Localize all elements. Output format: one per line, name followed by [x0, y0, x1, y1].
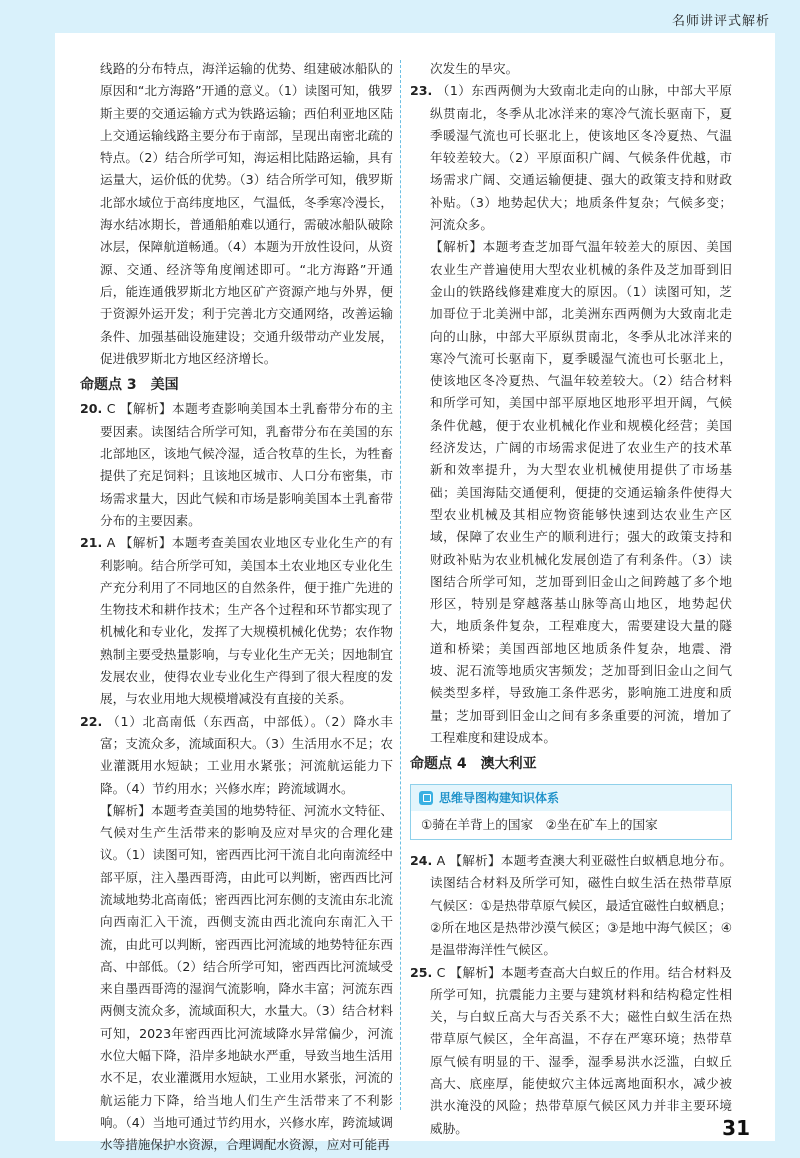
question-23-answer	[410, 80, 732, 236]
q25-text: C 【解析】本题考查高大白蚁丘的作用。结合材料及所学可知，抗震能力主要与建筑材料和结构稳定性相关，与白蚁丘高大与否关系不大；磁性白蚁生活在热带草原气候区，全年高温，不存在严寒环境；热带草原气候有明显的干、湿季，湿季易洪水泛滥，白蚁丘高大、底座厚，能使蚁穴主体远离地面积水，减少被洪水淹没的风险；热带草原气候区风力并非主要环境威胁。	[430, 964, 732, 1136]
q23-answer-text: （1）东西两侧为大致南北走向的山脉，中部大平原纵贯南北，冬季从北冰洋来的寒冷气流长驱南下，夏季暖湿气流也可长驱北上，使该地区冬冷夏热、气温年较差较大。（2）平原面积广阔、气候条件优越，市场需求广阔、交通运输便捷、强大的政策支持和财政补贴。（3）地势起伏大；地质条件复杂；气候多变；河流众多。	[430, 83, 732, 233]
section-title-usa: 命题点 3 美国	[80, 377, 179, 394]
right-continuation-paragraph: 次发生的旱灾。	[430, 61, 519, 76]
page-number: 31	[722, 1116, 750, 1140]
q22-answer-text: （1）北高南低（东西高，中部低）。（2）降水丰富；支流众多，流域面积大。（3）生活用水不足；农业灌溉用水短缺；工业用水紧张；河流航运能力下降。（4）节约用水；兴修水库；跨流域调水。	[100, 713, 393, 796]
mindmap-content: ①骑在羊背上的国家 ②坐在矿车上的国家	[421, 816, 658, 832]
q24-text: A 【解析】本题考查澳大利亚磁性白蚁栖息地分布。读图结合材料及所学可知，磁性白蚁生活在热带草原气候区：①是热带草原气候区，最适宜磁性白蚁栖息；②所在地区是热带沙漠气候区；③是地中海气候区；④是温带海洋性气候区。	[430, 853, 732, 958]
q24-number: 24.	[410, 853, 433, 869]
mindmap-header	[411, 785, 731, 811]
question-22-answer	[80, 711, 393, 800]
question-24	[410, 850, 732, 961]
question-21	[80, 532, 393, 710]
q20-number: 20.	[80, 401, 103, 417]
q23-number: 23.	[410, 83, 433, 99]
right-column	[410, 58, 732, 1140]
left-column	[80, 58, 393, 1157]
mindmap-title: 思维导图构建知识体系	[439, 790, 560, 805]
mindmap-box	[410, 784, 732, 841]
section-title-australia: 命题点 4 澳大利亚	[410, 756, 537, 773]
q21-number: 21.	[80, 535, 103, 551]
left-continuation-paragraph: 线路的分布特点，海洋运输的优势、组建破冰船队的原因和“北方海路”开通的意义。（1）读图可知，俄罗斯主要的交通运输方式为铁路运输；西伯利亚地区陆上交通运输线路主要分布于南部，呈现出南密北疏的特点。（2）结合所学可知，海运相比陆路运输，具有运量大，运价低的优势。（3）结合所学可知，俄罗斯北部水域位于高纬度地区，气温低，冬季寒冷漫长，海水结冰期长，普通船舶难以通行，需破冰船队破除冰层，保障航道畅通。（4）本题为开放性设问，从资源、交通、经济等角度阐述即可。“北方海路”开通后，能连通俄罗斯北方地区矿产资源产地与外界，便于资源外运开发；利于完善北方交通网络，改善运输条件、加强基础设施建设；交通升级带动产业发展，促进俄罗斯北方地区经济增长。	[100, 61, 393, 366]
q22-number: 22.	[80, 713, 103, 729]
question-22-analysis: 【解析】本题考查美国的地势特征、河流水文特征、气候对生产生活带来的影响及应对旱灾的合理化建议。（1）读图可知，密西西比河干流自北向南流经中部平原，注入墨西哥湾，由此可以判断，密西西比河流域地势北高南低；密西西比河东侧的支流由东北流向西南汇入干流，西侧支流由西北流向东南汇入干流，由此可以判断，密西西比河流域的地势特征东西高、中部低。（2）结合所学可知，密西西比河流域受来自墨西哥湾的湿润气流影响，降水丰富；河流东西两侧支流众多，流域面积大，水量大。（3）结合材料可知，2023年密西西比河流域降水异常偏少，河流水位大幅下降，沿岸多地缺水严重，导致当地生活用水不足，农业灌溉用水短缺，工业用水紧张，河流的航运能力下降，给当地人们生产生活带来了不利影响。（4）当地可通过节约用水，兴修水库，跨流域调水等措施保护水资源，合理调配水资源，应对可能再	[100, 802, 393, 1153]
q21-text: A 【解析】本题考查美国农业地区专业化生产的有利影响。结合所学可知，美国本土农业地区专业化生产充分利用了不同地区的自然条件，便于推广先进的生物技术和耕作技术；生产各个过程和环节都实现了机械化和专业化，发挥了大规模机械化优势；农作物熟制主要受热量影响，与专业化生产无关；因地制宜发展农业，使得农业专业化生产得到了很大程度的发展，与农业用地大规模增减没有直接的关系。	[100, 535, 393, 707]
mindmap-icon	[419, 791, 433, 805]
q25-number: 25.	[410, 964, 433, 980]
column-divider	[400, 60, 401, 1110]
question-20	[80, 398, 393, 532]
question-23-analysis: 【解析】本题考查芝加哥气温年较差大的原因、美国农业生产普遍使用大型农业机械的条件及芝加哥到旧金山的铁路线修建难度大的原因。（1）读图可知，芝加哥位于北美洲中部，北美洲东西两侧为大致南北走向的山脉，中部大平原纵贯南北，冬季从北冰洋来的寒冷气流可长驱南下，夏季暖湿气流也可长驱北上，使该地区冬冷夏热、气温年较差较大。（2）结合材料和所学可知，美国中部平原地区地形平坦开阔，气候条件优越，便于农业机械化作业和规模化经营；美国经济发达，广阔的市场需求促进了农业生产的技术革新和效率提升，为大型农业机械使用提供了市场基础；美国海陆交通便利，便捷的交通运输条件使得大型农业机械及其相应物资能够快速到达农业生产区域，保障了农业生产的顺利进行；强大的政策支持和财政补贴为农业机械化发展创造了有利条件。（3）读图结合所学可知，芝加哥到旧金山之间跨越了多个地形区，特别是穿越落基山脉等高山地区，地势起伏大，地质条件复杂，工程难度大，需要建设大量的隧道和桥梁；美国西部地区地质条件复杂，地震、滑坡、泥石流等地质灾害频发；芝加哥到旧金山之间气候类型多样，导致施工条件恶劣，影响施工进度和质量；芝加哥到旧金山之间有多条重要的河流，增加了工程难度和建设成本。	[430, 239, 732, 745]
header-title: 名师讲评式解析	[671, 14, 770, 29]
q20-text: C 【解析】本题考查影响美国本土乳畜带分布的主要因素。读图结合所学可知，乳畜带分布在美国的东北部地区，该地气候冷湿，适合牧草的生长，为牲畜提供了充足饲料；且该地区城市、人口分布密集，市场需求量大，因此气候和市场是影响美国本土乳畜带分布的主要因素。	[100, 401, 393, 528]
question-25	[410, 962, 732, 1140]
